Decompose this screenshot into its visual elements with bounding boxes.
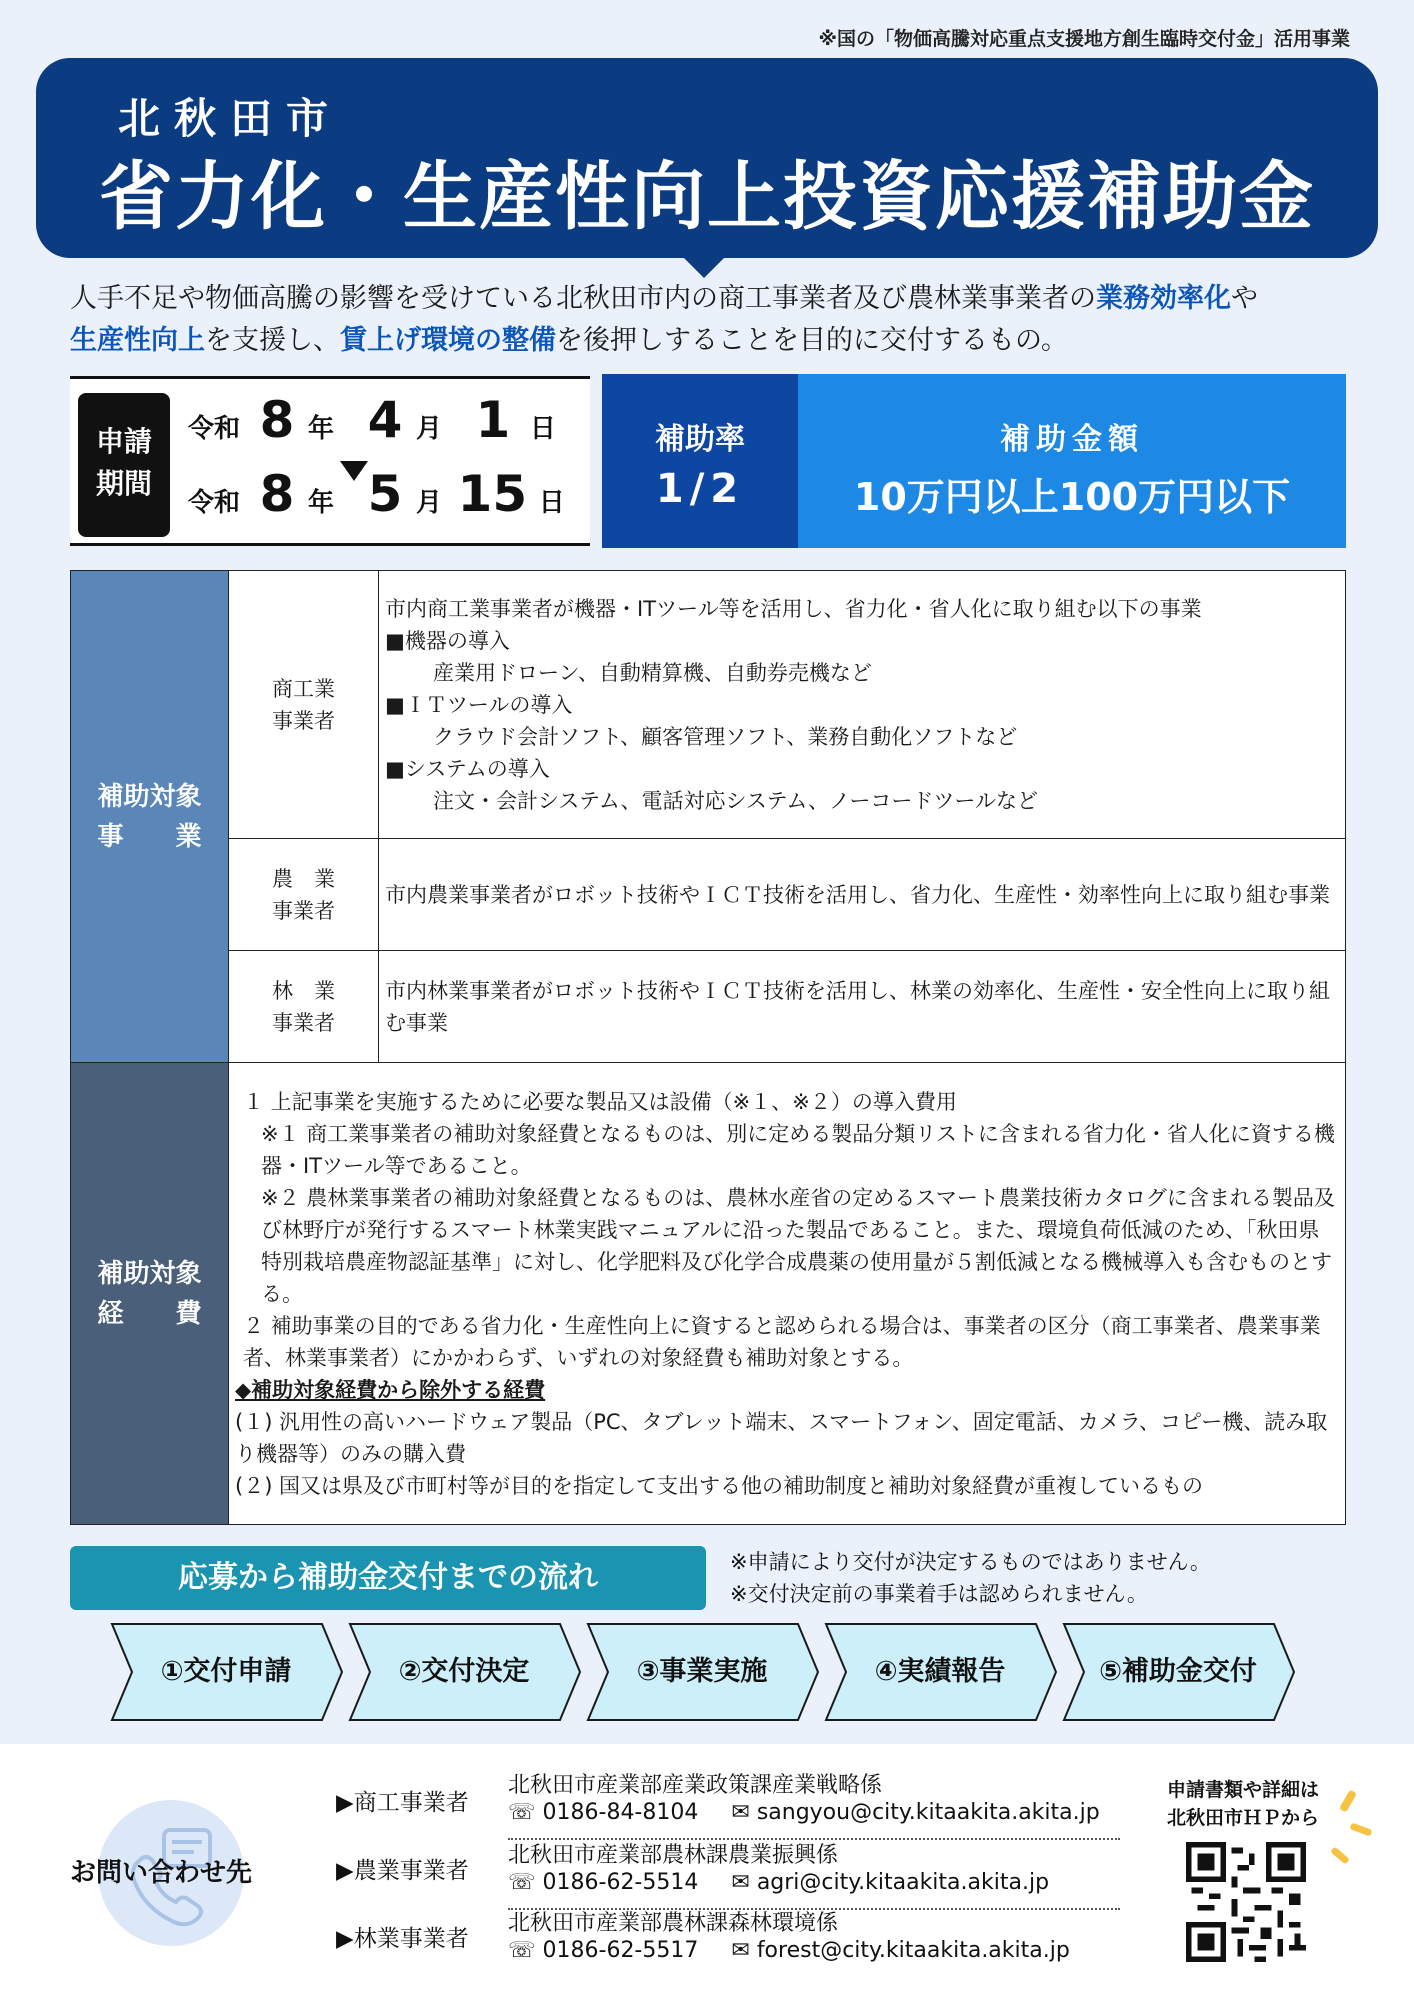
era: 令和 <box>188 488 241 518</box>
start-year: 8 <box>259 391 295 449</box>
mail-icon: ✉ <box>731 1800 750 1825</box>
contact-line <box>508 1938 1070 1963</box>
intro-part: を後押しすることを目的に交付するもの。 <box>556 325 1068 356</box>
contact-label: ▶商工事業者 <box>336 1790 469 1816</box>
intro-text <box>70 278 1360 362</box>
subsidy-rate <box>602 374 798 548</box>
flow-steps <box>110 1622 1310 1722</box>
highlight-efficiency: 業務効率化 <box>1096 283 1231 314</box>
cat-line: 事業者 <box>272 1010 335 1035</box>
step-label: ④実績報告 <box>874 1656 1006 1687</box>
start-day: 1 <box>475 391 511 449</box>
mail-icon: ✉ <box>731 1938 750 1963</box>
expense-line: ２ 補助事業の目的である省力化・生産性向上に資すると認められる場合は、事業者の区分（商工事業者、農業事業者、林業事業者）にかかわらず、いずれの対象経費も補助対象とする。 <box>243 1313 1321 1370</box>
forestry-description: 市内林業事業者がロボット技術やＩＣＴ技術を活用し、林業の効率化、生産性・安全性向上に取り組む事業 <box>379 951 1346 1063</box>
intro-part: を支援し、 <box>205 325 340 356</box>
qr-caption-line: 申請書類や詳細は <box>1166 1779 1319 1801</box>
header-line: 補助対象 <box>97 781 202 812</box>
month-unit: 月 <box>415 414 442 444</box>
category-forestry <box>229 951 379 1063</box>
rate-label: 補助率 <box>655 422 745 457</box>
contact-line <box>508 1800 1100 1825</box>
step-label: ③事業実施 <box>636 1656 768 1687</box>
expense-description <box>229 1063 1346 1525</box>
desc-line: ■ＩＴツールの導入 <box>385 692 573 717</box>
end-year: 8 <box>259 465 295 523</box>
intro-part: 人手不足や物価高騰の影響を受けている北秋田市内の商工事業者及び農林業事業者の <box>70 283 1096 314</box>
contact-line <box>508 1870 1049 1895</box>
details-table <box>70 570 1346 1525</box>
highlight-productivity: 生産性向上 <box>70 325 205 356</box>
desc-line: クラウド会計ソフト、顧客管理ソフト、業務自動化ソフトなど <box>433 724 1018 749</box>
exclusion-item: (２) 国又は県及び市町村等が目的を指定して支出する他の補助制度と補助対象経費が重複しているもの <box>235 1473 1204 1498</box>
expense-line: １ 上記事業を実施するために必要な製品又は設備（※１、※２）の導入費用 <box>243 1089 957 1114</box>
step-label: ⑤補助金交付 <box>1099 1656 1257 1687</box>
phone-icon: ☏ <box>508 1938 536 1963</box>
intro-part: や <box>1231 283 1258 314</box>
end-day: 15 <box>457 465 528 523</box>
era: 令和 <box>188 414 241 444</box>
period-label <box>78 393 170 537</box>
contact-tel[interactable]: 0186-62-5517 <box>542 1938 699 1963</box>
mail-icon: ✉ <box>731 1870 750 1895</box>
end-month: 5 <box>367 465 403 523</box>
desc-line: ■システムの導入 <box>385 756 550 781</box>
qr-caption-line: 北秋田市ＨＰから <box>1166 1807 1319 1829</box>
commerce-description <box>379 571 1346 839</box>
day-unit: 日 <box>538 488 565 518</box>
contact-mail[interactable]: sangyou@city.kitaakita.akita.jp <box>756 1800 1100 1825</box>
funding-note: ※国の「物価高騰対応重点支援地方創生臨時交付金」活用事業 <box>818 28 1350 50</box>
year-unit: 年 <box>307 488 334 518</box>
page-title: 省力化・生産性向上投資応援補助金 <box>99 154 1315 240</box>
cat-line: 商工業 <box>272 676 335 701</box>
amount-label: 補助金額 <box>1000 422 1144 457</box>
contact-dept: 北秋田市産業部産業政策課産業戦略係 <box>508 1773 883 1798</box>
step-label: ②交付決定 <box>398 1656 530 1687</box>
agriculture-description: 市内農業事業者がロボット技術やＩＣＴ技術を活用し、省力化、生産性・効率性向上に取り組む事業 <box>379 839 1346 951</box>
qr-code[interactable] <box>1186 1842 1306 1962</box>
highlight-wage: 賃上げ環境の整備 <box>340 325 556 356</box>
exclusion-item: (１) 汎用性の高いハードウェア製品（PC、タブレット端末、スマートフォン、固定電話、カメラ、コピー機、読み取り機器等）のみの購入費 <box>235 1409 1328 1466</box>
contact-tel[interactable]: 0186-62-5514 <box>542 1870 699 1895</box>
period-label-1: 申請 <box>95 425 152 458</box>
cat-line: 林 業 <box>272 978 335 1003</box>
target-expense-header <box>71 1063 229 1525</box>
contact-label: ▶林業事業者 <box>336 1926 469 1952</box>
contact-mail[interactable]: agri@city.kitaakita.akita.jp <box>756 1870 1050 1895</box>
contact-title: お問い合わせ先 <box>70 1858 253 1888</box>
target-business-header <box>71 571 229 1063</box>
banner-tail <box>682 256 726 278</box>
flow-title: 応募から補助金交付までの流れ <box>70 1546 706 1610</box>
contact-dept: 北秋田市産業部農林課森林環境係 <box>508 1911 839 1936</box>
category-commerce <box>229 571 379 839</box>
flow-note: ※申請により交付が決定するものではありません。 <box>730 1550 1211 1574</box>
exclusion-title: ◆補助対象経費から除外する経費 <box>235 1377 546 1402</box>
step-label: ①交付申請 <box>160 1656 292 1687</box>
rate-value: 1/2 <box>655 466 745 512</box>
desc-line: 産業用ドローン、自動精算機、自動券売機など <box>433 660 872 685</box>
cat-line: 事業者 <box>272 708 335 733</box>
year-unit: 年 <box>307 414 334 444</box>
subsidy-amount <box>798 374 1346 548</box>
category-agriculture <box>229 839 379 951</box>
expense-note-1: ※１ 商工業事業者の補助対象経費となるものは、別に定める製品分類リストに含まれる省力化・省人化に資する機器・ITツール等であること。 <box>261 1121 1335 1178</box>
contact-label: ▶農業事業者 <box>336 1858 469 1884</box>
month-unit: 月 <box>415 488 442 518</box>
desc-line: ■機器の導入 <box>385 628 510 653</box>
header-line: 補助対象 <box>97 1258 202 1289</box>
header-line: 経 費 <box>97 1298 202 1329</box>
contact-tel[interactable]: 0186-84-8104 <box>542 1800 699 1825</box>
period-label-2: 期間 <box>95 467 152 500</box>
desc-line: 市内商工業事業者が機器・ITツール等を活用し、省力化・省人化に取り組む以下の事業 <box>385 596 1202 621</box>
period-start <box>188 391 556 449</box>
day-unit: 日 <box>529 414 556 444</box>
qr-caption <box>1150 1776 1336 1832</box>
cat-line: 農 業 <box>272 866 335 891</box>
city-name: 北秋田市 <box>118 94 343 143</box>
amount-value: 10万円以上100万円以下 <box>853 475 1291 519</box>
flow-notes <box>730 1546 1211 1610</box>
application-period <box>70 376 590 546</box>
qr-code-graphic <box>1186 1842 1306 1962</box>
contact-mail[interactable]: forest@city.kitaakita.akita.jp <box>756 1938 1070 1963</box>
desc-line: 注文・会計システム、電話対応システム、ノーコードツールなど <box>433 788 1039 813</box>
header-line: 事 業 <box>97 821 202 852</box>
flow-note: ※交付決定前の事業着手は認められません。 <box>730 1582 1148 1606</box>
period-end <box>188 465 565 523</box>
phone-icon: ☏ <box>508 1800 536 1825</box>
cat-line: 事業者 <box>272 898 335 923</box>
expense-note-2: ※２ 農林業事業者の補助対象経費となるものは、農林水産省の定めるスマート農業技術カタログに含まれる製品及び林野庁が発行するスマート林業実践マニュアルに沿った製品であること。また、環境負荷低減のため、「秋田県特別栽培農産物認証基準」に対し、化学肥料及び化学合成農薬の使用量が５割低減となる機械導入も含むものとする。 <box>261 1185 1335 1306</box>
contact-dept: 北秋田市産業部農林課農業振興係 <box>508 1843 839 1868</box>
start-month: 4 <box>367 391 403 449</box>
phone-icon: ☏ <box>508 1870 536 1895</box>
